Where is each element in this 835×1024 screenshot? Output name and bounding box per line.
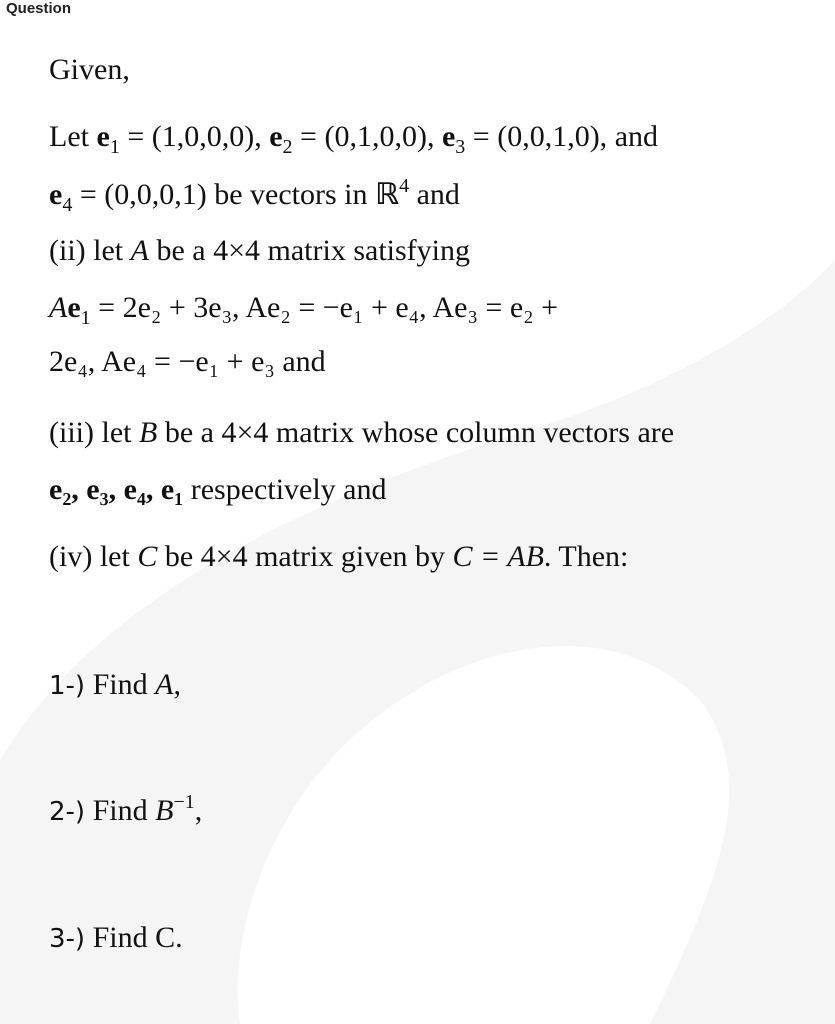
vectors-line-1: Let $e_1 = (1,0,0,0)$, $e_2 = (0,1,0,0)$, $e_3 = (0,0,1,0)$, and bbox=[49, 120, 659, 158]
given-line: Given, bbox=[49, 53, 130, 86]
matrix-a-equations-1: $Ae_1 = 2e_2 + 3e_3$, Ae₂ = −e₁ + e₄, Ae₃ = e₂ + bbox=[49, 291, 559, 329]
matrix-a-equations-2: 2e₄, Ae₄ = −e₁ + e₃ and bbox=[49, 345, 326, 378]
matrix-c-definition: (iv) let C be 4×4 matrix given by C = AB. Then: bbox=[49, 540, 629, 573]
matrix-a-intro: (ii) let A be a 4×4 matrix satisfying bbox=[49, 234, 470, 267]
task-2: 2-) Find $B^{-1}$, bbox=[49, 791, 203, 827]
task-1: 1-) Find A, bbox=[49, 668, 181, 701]
vectors-line-2: $e_4 = (0,0,0,1)$ be vectors in ℝ$^4$ and bbox=[49, 175, 460, 216]
question-label: Question bbox=[6, 0, 72, 17]
matrix-b-intro: (iii) let B be a 4×4 matrix whose column vectors are bbox=[49, 416, 675, 449]
matrix-b-columns: e₂, e₃, e₄, e₁ respectively and bbox=[49, 473, 387, 506]
task-3: 3-) Find C. bbox=[49, 921, 183, 954]
